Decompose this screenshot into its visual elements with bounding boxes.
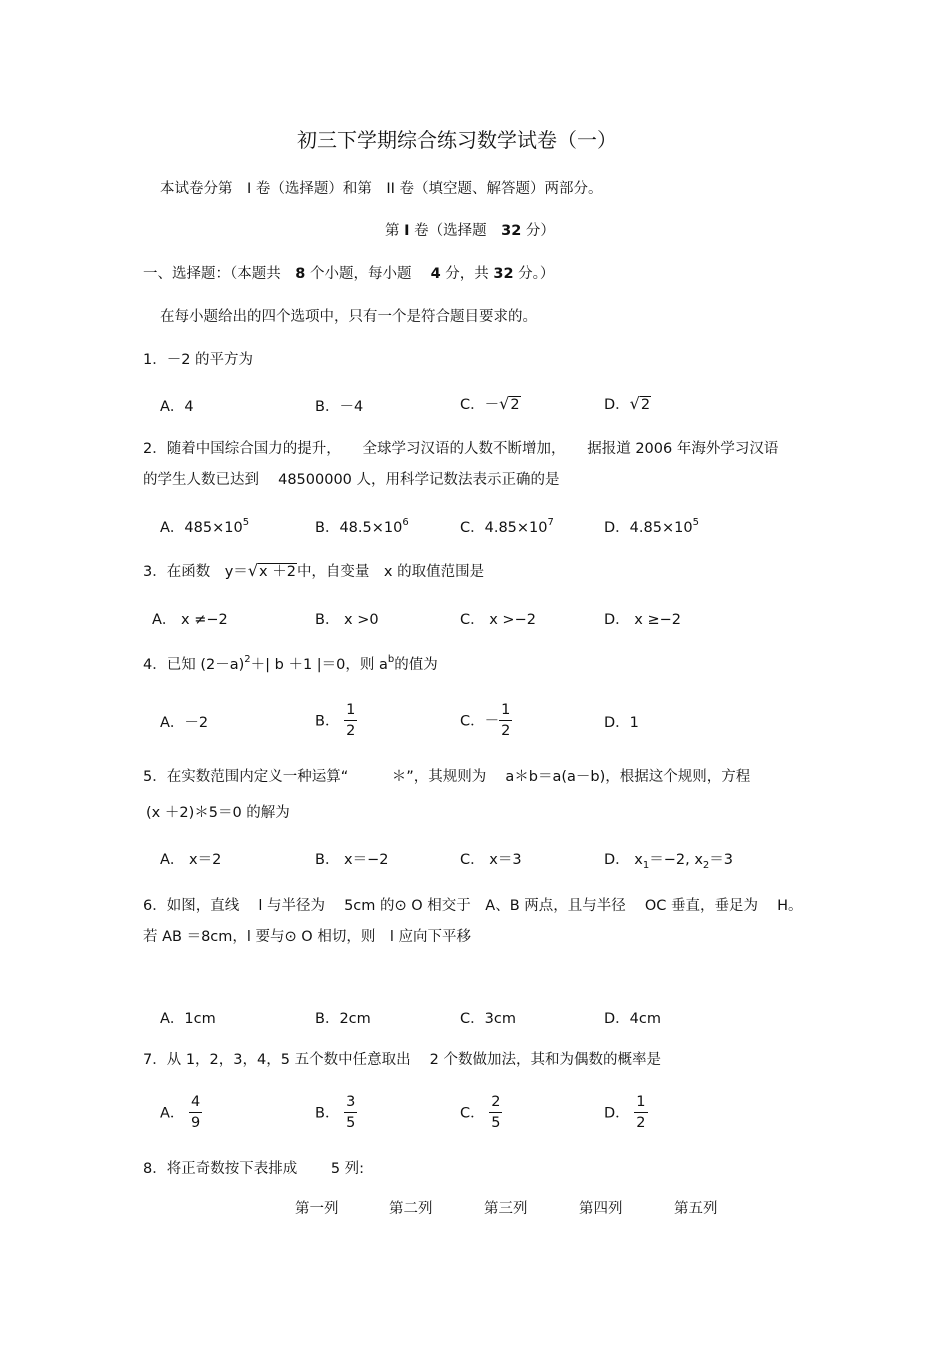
q4-b-denominator: 2: [346, 722, 356, 739]
q2-stem-line2: 的学生人数已达到 48500000 人，用科学记数法表示正确的是: [143, 472, 560, 488]
q2-a-exp: 5: [242, 517, 250, 528]
q4-stem-a: 4．已知 (2－a): [143, 657, 245, 673]
q2-option-a: [160, 517, 250, 536]
q1-option-a: A．4: [160, 399, 194, 415]
section-instruction: 在每小题给出的四个选项中，只有一个是符合题目要求的。: [160, 309, 537, 325]
q8-column-3: 第三列: [484, 1201, 528, 1217]
q4-stem-c: 的值为: [394, 657, 438, 673]
q5-stem-line1: 5．在实数范围内定义一种运算“ ＊”，其规则为 a＊b＝a(a－b)，根据这个规则，方程: [143, 769, 751, 785]
part-heading-num: 32: [501, 223, 522, 239]
q5-d-sub1: 1: [642, 860, 650, 871]
part-heading-mid: 卷（选择题: [414, 223, 487, 239]
q7-c-prefix: C．: [460, 1105, 485, 1122]
q1-c-radicand: 2: [510, 397, 520, 413]
q6-option-c: C．3cm: [460, 1011, 516, 1027]
q5-d-part-c: ＝3: [709, 852, 734, 868]
section-heading-d: 分。）: [518, 266, 555, 282]
q6-stem-line2: 若 AB ＝8cm，l 要与⊙ O 相切，则 l 应向下平移: [143, 929, 471, 945]
section-heading-b: 个小题，每小题: [309, 266, 412, 282]
q7-d-prefix: D．: [604, 1105, 630, 1122]
q5-d-part-b: ＝−2, x: [649, 852, 703, 868]
q3-stem-post: 中，自变量 x 的取值范围是: [296, 564, 485, 580]
q5-option-d: [604, 852, 734, 871]
q2-d-exp: 5: [692, 517, 699, 528]
q1-option-d: D．√2: [604, 394, 651, 413]
q3-option-b: B． x >0: [315, 612, 379, 628]
q1-c-prefix: C．－: [460, 397, 500, 413]
section-total: 32: [493, 266, 514, 282]
q4-option-c: [460, 704, 512, 739]
q8-column-5: 第五列: [674, 1201, 718, 1217]
q5-option-b: B． x＝−2: [315, 852, 389, 868]
q7-a-prefix: A．: [160, 1105, 185, 1122]
page-title: 初三下学期综合练习数学试卷（一）: [297, 128, 617, 152]
q7-c-denominator: 5: [491, 1114, 501, 1131]
q7-option-c: [460, 1096, 502, 1131]
q4-stem-b: ＋| b ＋1 |＝0，则 a: [250, 657, 388, 673]
q4-b-prefix: B．: [315, 713, 340, 730]
q7-b-numerator: 3: [344, 1095, 357, 1113]
q2-c-exp: 7: [547, 517, 554, 528]
q6-option-d: D．4cm: [604, 1011, 661, 1027]
part-heading-roman: I: [404, 223, 410, 239]
q5-option-c: C． x＝3: [460, 852, 522, 868]
q8-column-1: 第一列: [295, 1201, 339, 1217]
q7-option-a: [160, 1096, 202, 1131]
q2-c-base: C．4.85×10: [460, 520, 548, 536]
q7-a-numerator: 4: [189, 1095, 202, 1113]
q2-stem-line1: 2．随着中国综合国力的提升， 全球学习汉语的人数不断增加， 据报道 2006 年海外学习汉语: [143, 441, 779, 457]
q7-option-b: [315, 1096, 357, 1131]
section-each: 4: [430, 266, 441, 282]
q7-d-denominator: 2: [636, 1114, 646, 1131]
q5-option-a: A． x＝2: [160, 852, 222, 868]
section-count: 8: [295, 266, 306, 282]
q1-d-prefix: D．: [604, 397, 630, 413]
q5-stem-line2: (x ＋2)＊5＝0 的解为: [146, 805, 290, 821]
q3-option-a: A． x ≠−2: [152, 612, 228, 628]
q2-option-c: [460, 517, 554, 536]
q2-d-base: D．4.85×10: [604, 520, 693, 536]
q6-stem-line1: 6．如图，直线 l 与半径为 5cm 的⊙ O 相交于 A、B 两点，且与半径 OC 垂直，垂足为 H。: [143, 898, 803, 914]
q7-stem: 7．从 1，2，3，4，5 五个数中任意取出 2 个数做加法，其和为偶数的概率是: [143, 1052, 662, 1068]
q2-option-d: [604, 517, 699, 536]
q6-option-b: B．2cm: [315, 1011, 371, 1027]
q2-a-base: A．485×10: [160, 520, 243, 536]
section-heading-a: 一、选择题：（本题共: [143, 266, 281, 282]
q4-option-b: [315, 704, 357, 739]
q8-stem: 8．将正奇数按下表排成 5 列:: [143, 1161, 365, 1177]
intro-text: 本试卷分第 I 卷（选择题）和第 II 卷（填空题、解答题）两部分。: [160, 181, 603, 197]
part-heading-post: 分）: [525, 223, 555, 239]
q1-stem: 1．－2 的平方为: [143, 352, 254, 368]
q1-option-c: C．－√2: [460, 394, 520, 413]
q8-column-2: 第二列: [389, 1201, 433, 1217]
q3-option-d: D． x ≥−2: [604, 612, 681, 628]
q2-option-b: [315, 517, 409, 536]
q4-c-denominator: 2: [501, 722, 511, 739]
q4-option-a: A．－2: [160, 715, 209, 731]
q4-c-prefix: C．－: [460, 713, 500, 730]
section-heading: [143, 267, 554, 282]
q7-option-d: [604, 1096, 648, 1131]
q3-stem-pre: 3．在函数 y＝: [143, 564, 248, 580]
q3-stem: 3．在函数 y＝√x ＋2中，自变量 x 的取值范围是: [143, 561, 485, 580]
q4-option-d: D．1: [604, 715, 639, 731]
q4-c-numerator: 1: [499, 703, 512, 721]
q4-b-numerator: 1: [344, 703, 357, 721]
q7-a-denominator: 9: [191, 1114, 201, 1131]
part-heading: [385, 224, 555, 239]
q8-column-4: 第四列: [579, 1201, 623, 1217]
q7-b-prefix: B．: [315, 1105, 340, 1122]
q7-b-denominator: 5: [346, 1114, 356, 1131]
q3-option-c: C． x >−2: [460, 612, 536, 628]
q7-d-numerator: 1: [634, 1095, 647, 1113]
q5-d-part-a: D． x: [604, 852, 643, 868]
q2-b-base: B．48.5×10: [315, 520, 403, 536]
q4-stem: [143, 654, 438, 673]
q1-d-radicand: 2: [640, 397, 651, 413]
section-heading-c: 分，共: [445, 266, 489, 282]
q4-stem-exp: 2: [244, 654, 251, 665]
part-heading-pre: 第: [385, 223, 400, 239]
q2-b-exp: 6: [402, 517, 409, 528]
q1-option-b: B．－4: [315, 399, 364, 415]
q7-c-numerator: 2: [489, 1095, 502, 1113]
q6-option-a: A．1cm: [160, 1011, 216, 1027]
q5-d-sub2: 2: [702, 860, 710, 871]
q4-stem-exp2: b: [387, 654, 395, 665]
q3-radicand: x ＋2: [259, 564, 296, 580]
